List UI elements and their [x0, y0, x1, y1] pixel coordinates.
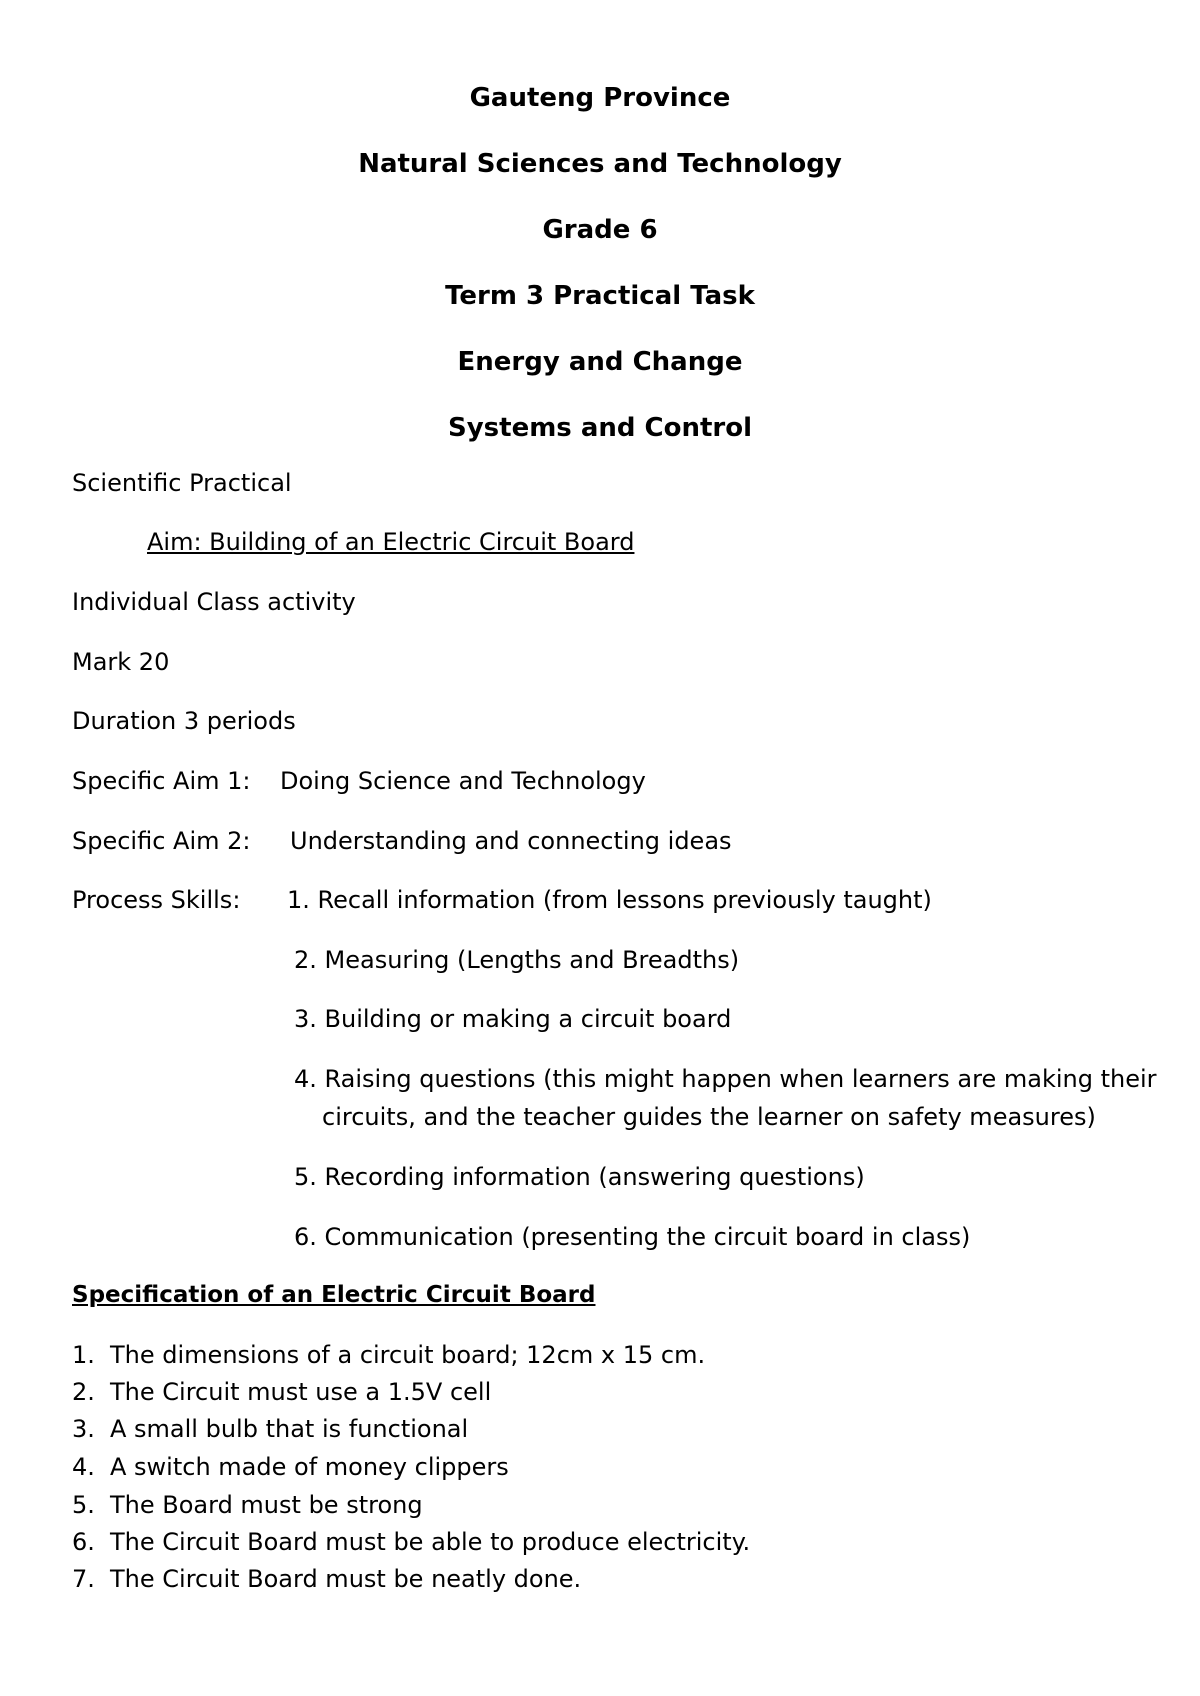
heading-strand-systems: Systems and Control	[447, 413, 753, 443]
mark-total: Mark 20	[72, 648, 170, 676]
spec-item: A switch made of money clippers	[110, 1453, 509, 1481]
skill-item: 1. Recall information (from lessons previously taught)	[287, 886, 932, 914]
spec-number: 1.	[72, 1341, 95, 1369]
specific-aim-1-value: Doing Science and Technology	[280, 767, 646, 795]
heading-task: Term 3 Practical Task	[445, 281, 755, 311]
skill-item: 6. Communication (presenting the circuit board in class)	[294, 1223, 971, 1251]
heading-province: Gauteng Province	[469, 83, 731, 113]
specific-aim-2-label: Specific Aim 2:	[72, 827, 251, 855]
spec-item: The Board must be strong	[110, 1491, 423, 1519]
specific-aim-2-value: Understanding and connecting ideas	[290, 827, 732, 855]
spec-number: 7.	[72, 1565, 95, 1593]
activity-type: Individual Class activity	[72, 588, 356, 616]
skill-item: 5. Recording information (answering questions)	[294, 1163, 865, 1191]
specification-title: Specification of an Electric Circuit Board	[72, 1282, 596, 1308]
spec-number: 6.	[72, 1528, 95, 1556]
heading-grade: Grade 6	[542, 215, 658, 245]
spec-number: 4.	[72, 1453, 95, 1481]
practical-type: Scientific Practical	[72, 469, 292, 497]
duration: Duration 3 periods	[72, 707, 296, 735]
heading-subject: Natural Sciences and Technology	[358, 149, 842, 179]
heading-strand-energy: Energy and Change	[457, 347, 743, 377]
spec-item: The Circuit Board must be neatly done.	[110, 1565, 582, 1593]
spec-number: 5.	[72, 1491, 95, 1519]
aim-statement: Aim: Building of an Electric Circuit Board	[147, 528, 635, 556]
process-skills-label: Process Skills:	[72, 886, 241, 914]
spec-item: A small bulb that is functional	[110, 1415, 469, 1443]
spec-item: The Circuit Board must be able to produce electricity.	[110, 1528, 751, 1556]
skill-item: 2. Measuring (Lengths and Breadths)	[294, 946, 740, 974]
specific-aim-1-label: Specific Aim 1:	[72, 767, 251, 795]
skill-item: 3. Building or making a circuit board	[294, 1005, 732, 1033]
skill-item-continuation: circuits, and the teacher guides the learner on safety measures)	[322, 1103, 1096, 1131]
spec-number: 2.	[72, 1378, 95, 1406]
spec-item: The Circuit must use a 1.5V cell	[110, 1378, 492, 1406]
skill-item: 4. Raising questions (this might happen when learners are making their	[294, 1065, 1157, 1093]
spec-number: 3.	[72, 1415, 95, 1443]
spec-item: The dimensions of a circuit board; 12cm x 15 cm.	[110, 1341, 706, 1369]
